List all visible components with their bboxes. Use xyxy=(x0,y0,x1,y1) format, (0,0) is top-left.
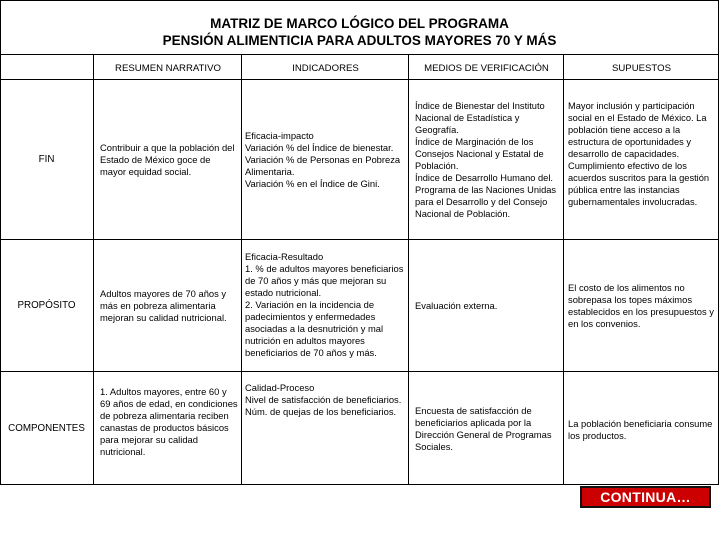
proposito-medios: Evaluación externa. xyxy=(415,299,498,311)
proposito-supuestos: El costo de los alimentos no sobrepasa los topes máximos establecidos en los presupuestos y en los convenios. xyxy=(568,281,714,329)
column-divider xyxy=(241,55,242,485)
row-label-fin: FIN xyxy=(38,153,55,165)
row-divider xyxy=(0,371,719,372)
componentes-indicadores: Calidad-Proceso Nivel de satisfacción de beneficiarios. Núm. de quejas de los beneficiarios. xyxy=(245,382,402,417)
column-divider xyxy=(93,55,94,485)
row-label-proposito: PROPÓSITO xyxy=(17,299,76,311)
column-divider xyxy=(408,55,409,485)
componentes-resumen: 1. Adultos mayores, entre 60 y 69 años de edad, en condiciones de pobreza alimentaria reciben canastas de productos básicos para mejorar su calidad nutricional. xyxy=(100,386,238,457)
componentes-medios: Encuesta de satisfacción de beneficiarios aplicada por la Dirección General de Programas Sociales. xyxy=(415,405,552,452)
continue-button[interactable]: CONTINUA… xyxy=(580,486,711,508)
title-line-1: MATRIZ DE MARCO LÓGICO DEL PROGRAMA xyxy=(210,16,509,31)
header-resumen-narrativo: RESUMEN NARRATIVO xyxy=(115,63,221,74)
componentes-supuestos: La población beneficiaria consume los productos. xyxy=(568,418,713,441)
header-medios-verificacion: MEDIOS DE VERIFICACIÓN xyxy=(424,63,549,74)
title-line-2: PENSIÓN ALIMENTICIA PARA ADULTOS MAYORES 70 Y MÁS xyxy=(162,33,557,48)
document-title xyxy=(0,0,719,55)
row-label-componentes: COMPONENTES xyxy=(8,422,85,434)
proposito-indicadores: Eficacia-Resultado 1. % de adultos mayores beneficiarios de 70 años y más que mejoran su estado nutricional. 2. Variación en la incidencia de padecimientos y enfermedades asociadas a la desnutrición y mal nutrición en adultos mayores beneficiarios de 70 años y más. xyxy=(245,251,404,358)
fin-medios: Índice de Bienestar del Instituto Nacional de Estadística y Geografía. Índice de Marginación de los Consejos Nacional y Estatal de Población. Índice de Desarrollo Humano del. Programa de las Naciones Unidas para el Desarrollo y del Consejo Nacional de Población. xyxy=(415,101,557,219)
column-divider xyxy=(563,55,564,485)
header-indicadores: INDICADORES xyxy=(292,63,359,74)
proposito-resumen: Adultos mayores de 70 años y más en pobreza alimentaria mejoran su calidad nutricional. xyxy=(100,287,227,323)
header-supuestos: SUPUESTOS xyxy=(611,63,671,74)
fin-supuestos: Mayor inclusión y participación social en el Estado de México. La población tiene acceso a la estructura de oportunidades y desarrollo de capacidades. Cumplimiento efectivo de los acuerdos suscritos para la gestión pública entre las instancias gubernamentales involucradas. xyxy=(568,101,710,207)
fin-indicadores: Eficacia-impacto Variación % del Índice de bienestar. Variación % de Personas en Pobreza Alimentaria. Variación % en el Índice de Gini. xyxy=(245,130,401,189)
fin-resumen: Contribuir a que la población del Estado de México goce de mayor equidad social. xyxy=(100,141,235,177)
